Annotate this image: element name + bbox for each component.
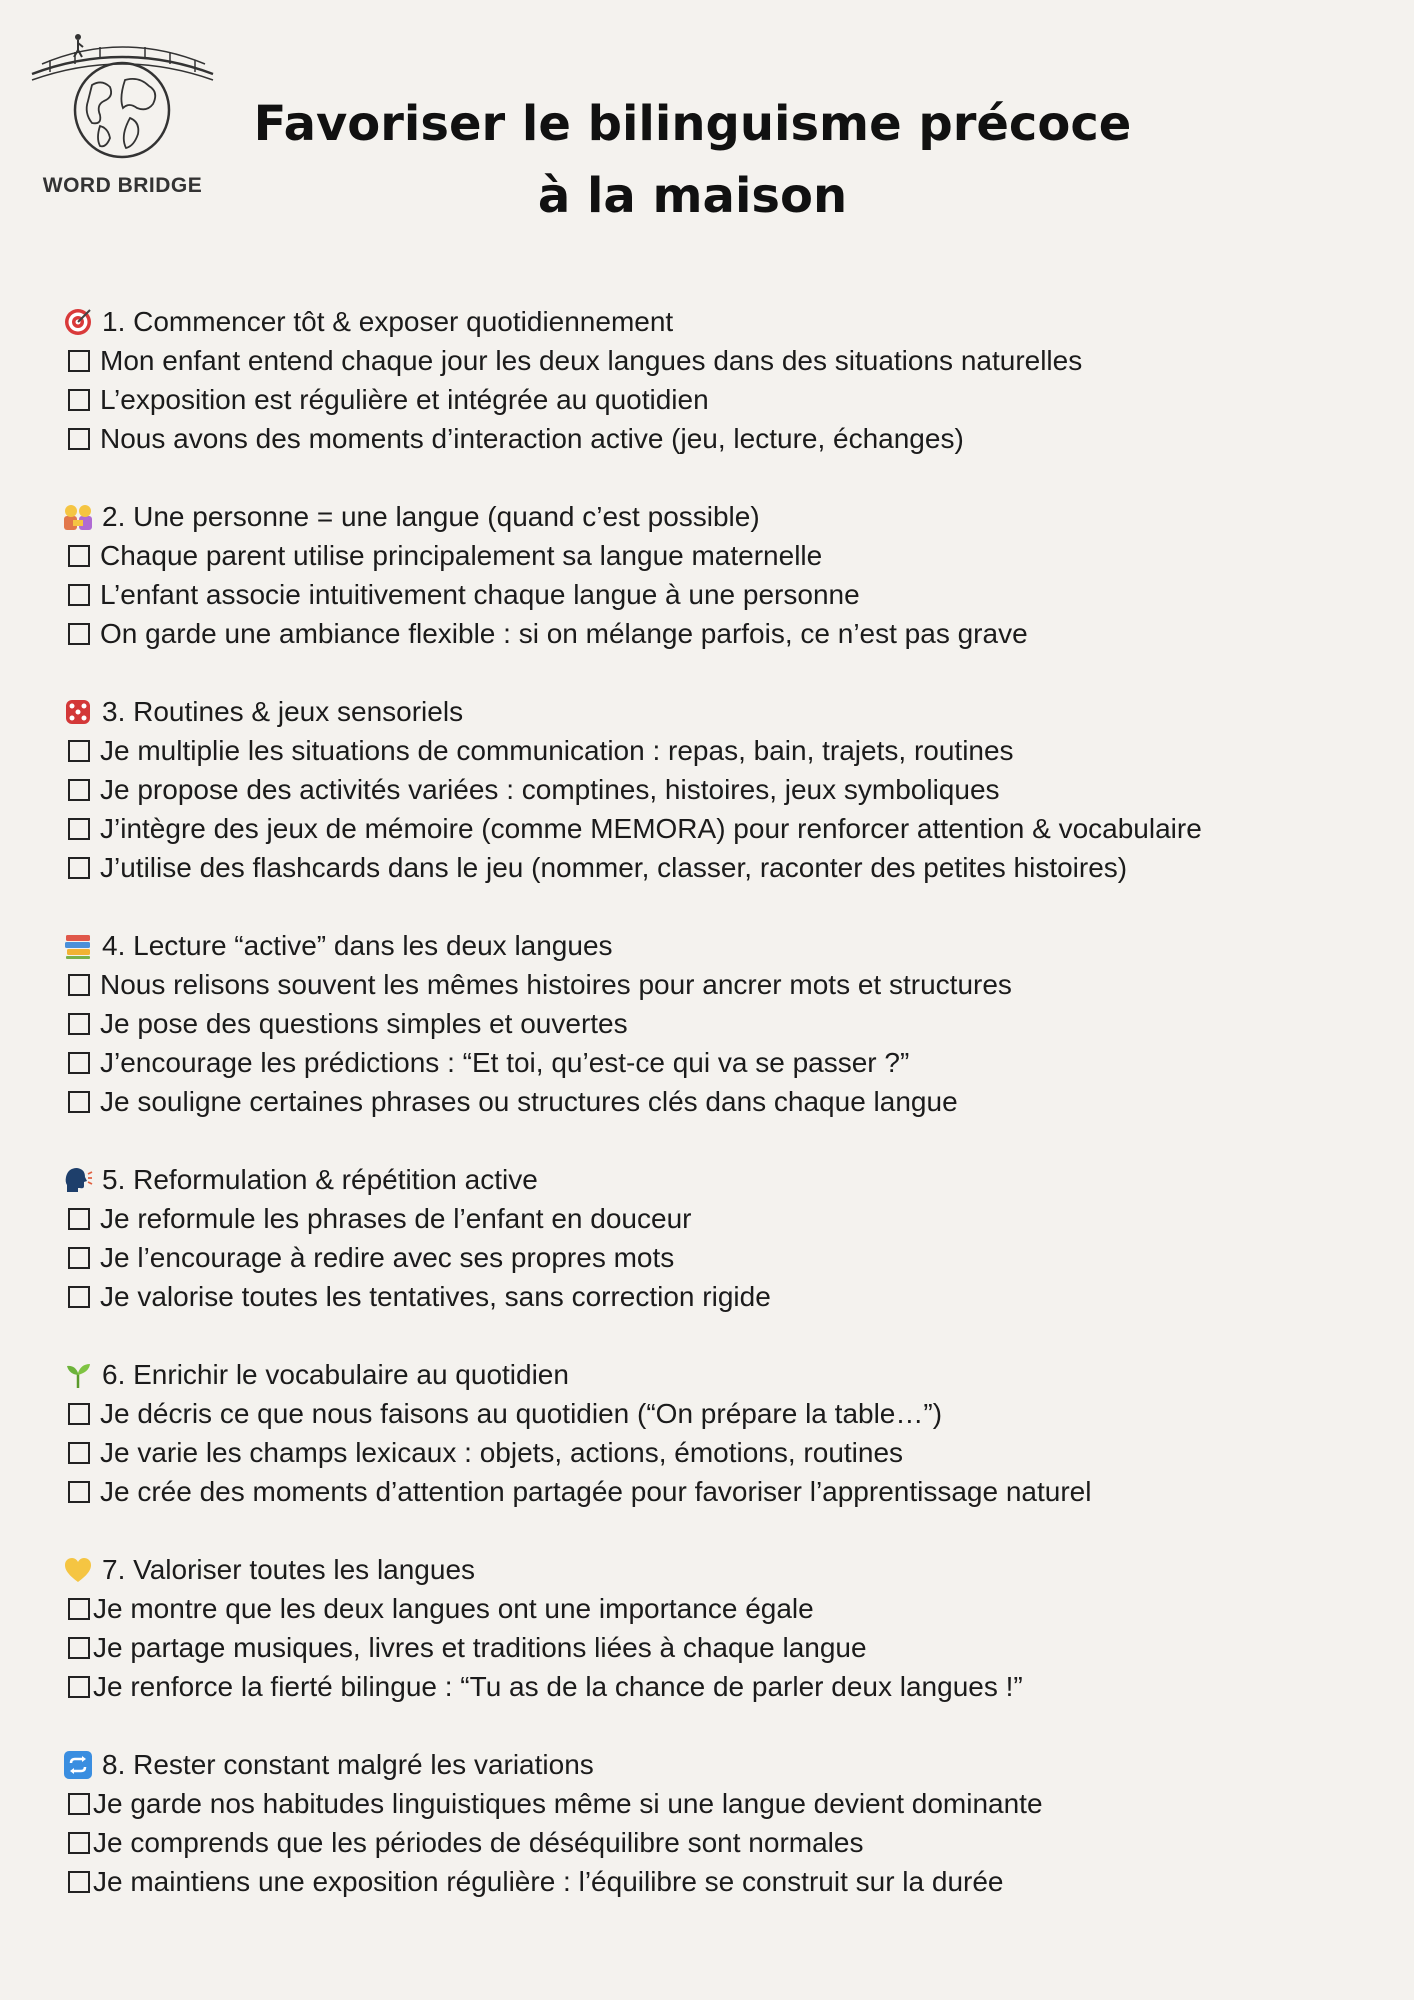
checkbox[interactable]	[68, 1403, 90, 1425]
checklist-item[interactable]: On garde une ambiance flexible : si on mélange parfois, ce n’est pas grave	[62, 614, 1392, 653]
section-heading	[62, 1355, 1392, 1394]
dice-icon	[62, 696, 94, 728]
checkbox[interactable]	[68, 389, 90, 411]
section-heading	[62, 302, 1392, 341]
speaking-head-icon	[62, 1164, 94, 1196]
section-title: 3. Routines & jeux sensoriels	[102, 696, 464, 727]
section-3	[62, 692, 1392, 887]
checkbox[interactable]	[68, 857, 90, 879]
checkbox[interactable]	[68, 428, 90, 450]
title-line-1: Favoriser le bilinguisme précoce	[253, 96, 1132, 152]
checkbox[interactable]	[68, 974, 90, 996]
section-title: 2. Une personne = une langue (quand c’est possible)	[102, 501, 760, 532]
checkbox[interactable]	[68, 1247, 90, 1269]
section-title: 5. Reformulation & répétition active	[102, 1164, 538, 1195]
checklist-item[interactable]: Je multiplie les situations de communication : repas, bain, trajets, routines	[62, 731, 1392, 770]
checkbox[interactable]	[68, 1676, 90, 1698]
checklist-item[interactable]: L’exposition est régulière et intégrée au quotidien	[62, 380, 1392, 419]
checklist-item[interactable]: Nous avons des moments d’interaction active (jeu, lecture, échanges)	[62, 419, 1392, 458]
section-8	[62, 1745, 1392, 1901]
globe-bridge-icon	[30, 30, 215, 170]
checkbox[interactable]	[68, 1442, 90, 1464]
checklist-item[interactable]: Mon enfant entend chaque jour les deux langues dans des situations naturelles	[62, 341, 1392, 380]
checklist-item[interactable]: J’intègre des jeux de mémoire (comme MEMORA) pour renforcer attention & vocabulaire	[62, 809, 1392, 848]
checkbox[interactable]	[68, 1871, 90, 1893]
section-heading	[62, 1550, 1392, 1589]
checkbox[interactable]	[68, 1286, 90, 1308]
repeat-icon	[62, 1749, 94, 1781]
checklist-item[interactable]: Je renforce la fierté bilingue : “Tu as de la chance de parler deux langues !”	[62, 1667, 1392, 1706]
logo-text: WORD BRIDGE	[42, 174, 203, 197]
checklist	[62, 302, 1392, 1940]
section-title: 4. Lecture “active” dans les deux langues	[102, 930, 613, 961]
yellow-heart-icon	[62, 1554, 94, 1586]
checklist-item[interactable]: Je valorise toutes les tentatives, sans correction rigide	[62, 1277, 1392, 1316]
section-title: 8. Rester constant malgré les variations	[102, 1749, 594, 1780]
checkbox[interactable]	[68, 779, 90, 801]
checklist-item[interactable]: Chaque parent utilise principalement sa langue maternelle	[62, 536, 1392, 575]
checkbox[interactable]	[68, 1013, 90, 1035]
checklist-item[interactable]: Je maintiens une exposition régulière : l’équilibre se construit sur la durée	[62, 1862, 1392, 1901]
section-1	[62, 302, 1392, 458]
checkbox[interactable]	[68, 1598, 90, 1620]
section-title: 1. Commencer tôt & exposer quotidiennement	[102, 306, 674, 337]
checkbox[interactable]	[68, 1208, 90, 1230]
checklist-item[interactable]: Je reformule les phrases de l’enfant en douceur	[62, 1199, 1392, 1238]
checkbox[interactable]	[68, 1052, 90, 1074]
section-title: 6. Enrichir le vocabulaire au quotidien	[102, 1359, 569, 1390]
title-line-2: à la maison	[537, 168, 848, 224]
checkbox[interactable]	[68, 1481, 90, 1503]
section-heading	[62, 497, 1392, 536]
section-6	[62, 1355, 1392, 1511]
section-heading	[62, 692, 1392, 731]
checklist-item[interactable]: L’enfant associe intuitivement chaque langue à une personne	[62, 575, 1392, 614]
section-heading	[62, 1160, 1392, 1199]
checklist-item[interactable]: J’utilise des flashcards dans le jeu (nommer, classer, raconter des petites histoires)	[62, 848, 1392, 887]
section-heading	[62, 926, 1392, 965]
checkbox[interactable]	[68, 1091, 90, 1113]
checkbox[interactable]	[68, 740, 90, 762]
checklist-item[interactable]: Je partage musiques, livres et traditions liées à chaque langue	[62, 1628, 1392, 1667]
checklist-item[interactable]: Nous relisons souvent les mêmes histoires pour ancrer mots et structures	[62, 965, 1392, 1004]
section-heading	[62, 1745, 1392, 1784]
checklist-item[interactable]: Je propose des activités variées : comptines, histoires, jeux symboliques	[62, 770, 1392, 809]
checkbox[interactable]	[68, 1637, 90, 1659]
checklist-item[interactable]: Je l’encourage à redire avec ses propres mots	[62, 1238, 1392, 1277]
page-title	[240, 88, 1145, 232]
checkbox[interactable]	[68, 350, 90, 372]
checklist-item[interactable]: Je garde nos habitudes linguistiques même si une langue devient dominante	[62, 1784, 1392, 1823]
seedling-icon	[62, 1359, 94, 1391]
family-icon	[62, 501, 94, 533]
books-icon	[62, 930, 94, 962]
checklist-item[interactable]: J’encourage les prédictions : “Et toi, qu’est-ce qui va se passer ?”	[62, 1043, 1392, 1082]
target-icon	[62, 306, 94, 338]
checklist-item[interactable]: Je crée des moments d’attention partagée pour favoriser l’apprentissage naturel	[62, 1472, 1392, 1511]
checkbox[interactable]	[68, 818, 90, 840]
checklist-item[interactable]: Je comprends que les périodes de déséquilibre sont normales	[62, 1823, 1392, 1862]
word-bridge-logo	[30, 30, 215, 200]
section-4	[62, 926, 1392, 1121]
checkbox[interactable]	[68, 1793, 90, 1815]
checklist-item[interactable]: Je souligne certaines phrases ou structures clés dans chaque langue	[62, 1082, 1392, 1121]
checklist-item[interactable]: Je décris ce que nous faisons au quotidien (“On prépare la table…”)	[62, 1394, 1392, 1433]
checklist-item[interactable]: Je pose des questions simples et ouvertes	[62, 1004, 1392, 1043]
checkbox[interactable]	[68, 545, 90, 567]
section-2	[62, 497, 1392, 653]
checklist-item[interactable]: Je varie les champs lexicaux : objets, actions, émotions, routines	[62, 1433, 1392, 1472]
section-5	[62, 1160, 1392, 1316]
section-7	[62, 1550, 1392, 1706]
checkbox[interactable]	[68, 623, 90, 645]
checklist-item[interactable]: Je montre que les deux langues ont une importance égale	[62, 1589, 1392, 1628]
checkbox[interactable]	[68, 584, 90, 606]
section-title: 7. Valoriser toutes les langues	[102, 1554, 476, 1585]
checkbox[interactable]	[68, 1832, 90, 1854]
